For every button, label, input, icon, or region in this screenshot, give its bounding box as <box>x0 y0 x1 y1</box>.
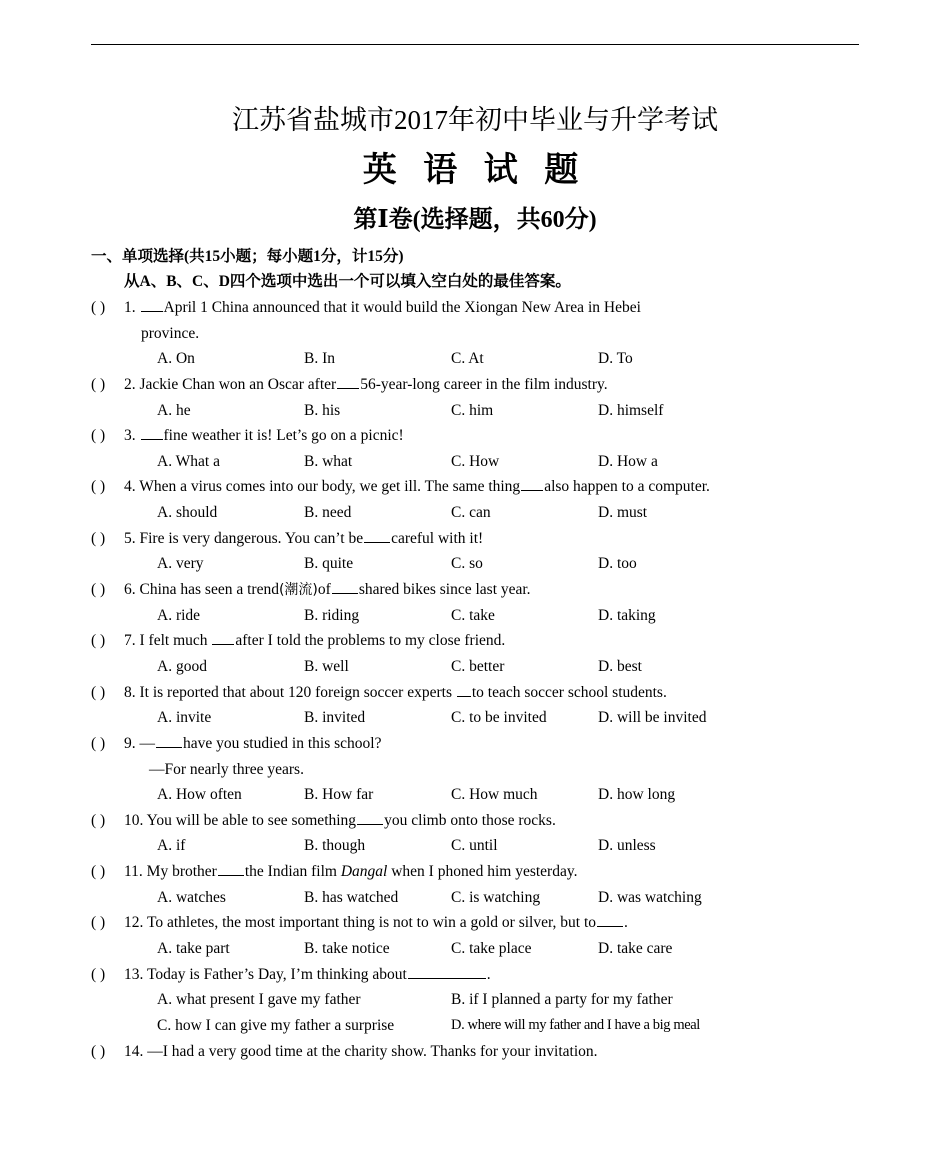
question-3 <box>91 423 871 449</box>
question-text: when I phoned him yesterday. <box>387 863 578 881</box>
part-title: 第Ⅰ卷(选择题，共60分) <box>353 207 597 233</box>
option-c[interactable]: C. until <box>451 837 498 855</box>
answer-blank <box>332 579 358 594</box>
option-a[interactable]: A. good <box>157 657 207 675</box>
subject-title: 英 语 试 题 <box>362 152 588 189</box>
question-text: 14. —I had a very good time at the charity show. Thanks for your invitation. <box>124 1042 598 1060</box>
question-text: 3. <box>124 427 140 445</box>
answer-blank <box>141 425 163 440</box>
option-a[interactable]: A. What a <box>157 452 220 470</box>
question-text: the Indian film <box>244 863 341 881</box>
question-text: shared bikes since last year. <box>358 581 531 599</box>
option-a[interactable]: A. watches <box>157 888 226 906</box>
option-a[interactable]: A. How often <box>157 786 242 804</box>
answer-blank <box>357 810 383 825</box>
option-b[interactable]: B. well <box>304 657 349 675</box>
option-b[interactable]: B. though <box>304 837 366 855</box>
question-text: 6. China has seen a trend <box>124 581 279 599</box>
options-row <box>91 782 871 808</box>
option-c[interactable]: C. How <box>451 452 500 470</box>
option-d[interactable]: D. himself <box>598 401 664 419</box>
question-6 <box>91 577 871 603</box>
options-row <box>91 705 871 731</box>
answer-paren[interactable]: ( ) <box>91 965 106 983</box>
question-text: 56-year-long career in the film industry. <box>360 375 608 393</box>
option-d[interactable]: D. where will my father and I have a big meal <box>451 1016 700 1033</box>
option-a[interactable]: A. On <box>157 350 195 368</box>
option-d[interactable]: D. To <box>598 350 633 368</box>
answer-paren[interactable]: ( ) <box>91 427 106 445</box>
question-text: you climb onto those rocks. <box>384 811 556 829</box>
options-row <box>91 346 871 372</box>
section-instruction: 从A、B、C、D四个选项中选出一个可以填入空白处的最佳答案。 <box>124 273 571 290</box>
option-b[interactable]: B. has watched <box>304 888 399 906</box>
option-c[interactable]: C. can <box>451 504 491 522</box>
question-text: fine weather it is! Let’s go on a picnic! <box>163 427 404 445</box>
question-text: . <box>624 914 628 932</box>
option-d[interactable]: D. unless <box>598 837 656 855</box>
question-text: 2. Jackie Chan won an Oscar after <box>124 375 337 393</box>
option-c[interactable]: C. take place <box>451 940 532 958</box>
option-d[interactable]: D. too <box>598 555 637 573</box>
answer-blank <box>337 374 359 389</box>
options-row <box>91 654 871 680</box>
exam-title: 江苏省盐城市2017年初中毕业与升学考试 <box>232 105 718 135</box>
option-c[interactable]: C. better <box>451 657 505 675</box>
option-c[interactable]: C. to be invited <box>451 709 547 727</box>
chinese-note: (潮流) <box>278 582 318 599</box>
option-d[interactable]: D. must <box>598 504 648 522</box>
answer-paren[interactable]: ( ) <box>91 1042 106 1060</box>
options-row <box>91 936 871 962</box>
answer-paren[interactable]: ( ) <box>91 581 106 599</box>
answer-paren[interactable]: ( ) <box>91 375 106 393</box>
question-list <box>91 295 871 1064</box>
answer-paren[interactable]: ( ) <box>91 529 106 547</box>
answer-paren[interactable]: ( ) <box>91 299 106 316</box>
answer-blank <box>597 912 623 927</box>
question-8 <box>91 680 871 706</box>
answer-paren[interactable]: ( ) <box>91 811 106 829</box>
option-b[interactable]: B. his <box>304 401 341 419</box>
question-text: 8. It is reported that about 120 foreign soccer experts <box>124 683 456 701</box>
question-text: 1. <box>124 299 140 316</box>
option-d[interactable]: D. How a <box>598 452 658 470</box>
option-d[interactable]: D. best <box>598 657 642 675</box>
options-row <box>91 1013 871 1039</box>
option-d[interactable]: D. will be invited <box>598 709 707 727</box>
option-b[interactable]: B. need <box>304 504 352 522</box>
question-9 <box>91 731 871 757</box>
option-b[interactable]: B. invited <box>304 709 366 727</box>
answer-blank <box>156 733 182 748</box>
options-row <box>91 500 871 526</box>
option-b[interactable]: B. quite <box>304 555 354 573</box>
option-a[interactable]: A. invite <box>157 709 212 727</box>
question-11 <box>91 859 871 885</box>
option-a[interactable]: A. very <box>157 555 204 573</box>
option-a[interactable]: A. should <box>157 504 218 522</box>
answer-blank <box>364 528 390 543</box>
question-text: 13. Today is Father’s Day, I’m thinking about <box>124 965 407 983</box>
question-12 <box>91 910 871 936</box>
question-text: 7. I felt much <box>124 632 212 650</box>
option-a[interactable]: A. ride <box>157 606 201 624</box>
question-text: of <box>317 581 331 599</box>
option-a[interactable]: A. he <box>157 401 191 419</box>
question-2 <box>91 372 871 398</box>
answer-blank <box>141 297 163 312</box>
option-b[interactable]: B. if I planned a party for my father <box>451 991 673 1009</box>
answer-paren[interactable]: ( ) <box>91 683 106 701</box>
option-b[interactable]: B. what <box>304 452 353 470</box>
question-text: 9. — <box>124 734 155 752</box>
question-7 <box>91 628 871 654</box>
option-a[interactable]: A. take part <box>157 940 230 958</box>
option-b[interactable]: B. In <box>304 350 335 368</box>
option-d[interactable]: D. was watching <box>598 888 702 906</box>
question-1 <box>91 295 871 321</box>
question-text: 10. You will be able to see something <box>124 811 357 829</box>
option-b[interactable]: B. riding <box>304 606 360 624</box>
question-text: have you studied in this school? <box>183 734 382 752</box>
answer-blank <box>521 476 543 491</box>
options-row <box>91 398 871 424</box>
option-a[interactable]: A. if <box>157 837 186 855</box>
option-b[interactable]: B. take notice <box>304 940 390 958</box>
option-a[interactable]: A. what present I gave my father <box>157 991 361 1009</box>
question-text: to teach soccer school students. <box>471 683 667 701</box>
answer-blank <box>212 630 234 645</box>
answer-blank <box>408 964 486 979</box>
question-text: . <box>486 965 491 983</box>
question-text: also happen to a computer. <box>544 478 710 496</box>
section-title: 一、单项选择(共15小题；每小题1分，计15分) <box>91 248 404 265</box>
option-b[interactable]: B. How far <box>304 786 374 804</box>
options-row <box>91 987 871 1013</box>
question-continuation: —For nearly three years. <box>149 760 304 778</box>
question-10 <box>91 808 871 834</box>
option-d[interactable]: D. take care <box>598 940 673 958</box>
answer-blank <box>218 861 244 876</box>
option-d[interactable]: D. how long <box>598 786 676 804</box>
answer-paren[interactable]: ( ) <box>91 734 106 752</box>
options-row <box>91 833 871 859</box>
answer-paren[interactable]: ( ) <box>91 632 106 650</box>
answer-paren[interactable]: ( ) <box>91 914 106 932</box>
question-13 <box>91 962 871 988</box>
question-text: 11. My brother <box>124 863 217 881</box>
question-14 <box>91 1039 871 1065</box>
options-row <box>91 449 871 475</box>
option-c[interactable]: C. how I can give my father a surprise <box>157 1016 395 1034</box>
question-4 <box>91 474 871 500</box>
option-c[interactable]: C. is watching <box>451 888 541 906</box>
option-c[interactable]: C. How much <box>451 786 538 804</box>
option-c[interactable]: C. so <box>451 555 483 573</box>
options-row <box>91 603 871 629</box>
question-text: 5. Fire is very dangerous. You can’t be <box>124 529 364 547</box>
options-row <box>91 551 871 577</box>
question-text: 12. To athletes, the most important thing is not to win a gold or silver, but to <box>124 914 597 932</box>
option-c[interactable]: C. At <box>451 350 484 368</box>
question-continuation: province. <box>141 324 200 342</box>
question-text: April 1 China announced that it would build the Xiongan New Area in Hebei <box>163 299 641 316</box>
film-title: Dangal <box>340 863 388 881</box>
answer-paren[interactable]: ( ) <box>91 863 106 881</box>
header-rule <box>91 44 859 45</box>
question-text: 4. When a virus comes into our body, we get ill. The same thing <box>124 478 521 496</box>
question-text: after I told the problems to my close friend. <box>235 632 506 650</box>
option-c[interactable]: C. him <box>451 401 494 419</box>
question-5 <box>91 526 871 552</box>
question-text: careful with it! <box>391 529 484 547</box>
answer-paren[interactable]: ( ) <box>91 478 106 496</box>
options-row <box>91 885 871 911</box>
option-c[interactable]: C. take <box>451 606 495 624</box>
answer-blank <box>457 682 471 697</box>
option-d[interactable]: D. taking <box>598 606 656 624</box>
